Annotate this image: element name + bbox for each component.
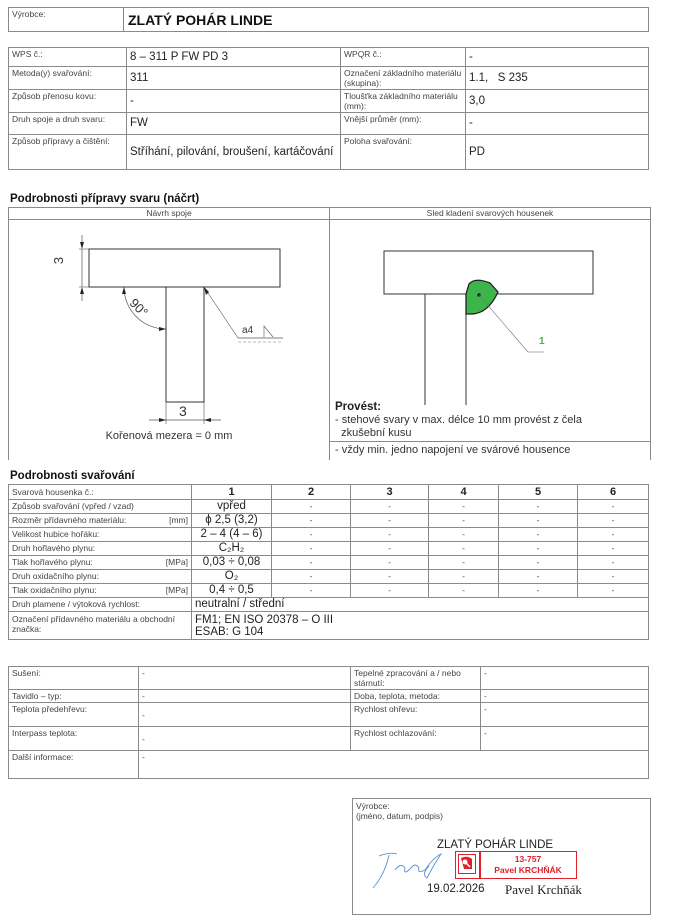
cell: - [429, 584, 499, 598]
row-label: Velikost hubice hořáku: [9, 528, 192, 542]
web-plate-seq [425, 294, 466, 405]
cell: - [499, 542, 578, 556]
cell: - [578, 556, 649, 570]
bead-header-4: 4 [429, 485, 499, 500]
flame-label: Druh plamene / výtoková rychlost: [9, 598, 192, 612]
cell: vpřed [192, 500, 272, 514]
cell: - [351, 556, 429, 570]
cell: - [351, 570, 429, 584]
row-label-text: Tlak oxidačního plynu: [12, 585, 97, 595]
table-row [9, 542, 649, 556]
bead-sequence-drawing [330, 220, 650, 405]
wps-number-label: WPS č.: [9, 48, 127, 67]
cell: - [272, 500, 351, 514]
cell: - [429, 542, 499, 556]
flux-value: - [139, 690, 351, 703]
cell: O₂ [192, 570, 272, 584]
cell: - [429, 528, 499, 542]
cell: - [351, 542, 429, 556]
cell: - [429, 570, 499, 584]
cell: - [499, 528, 578, 542]
instructions-title: Provést: [335, 401, 382, 413]
cell: - [578, 570, 649, 584]
thickness-label: Tloušťka základního materiálu (mm): [341, 90, 466, 113]
row-label [9, 514, 192, 528]
heating-rate-value: - [481, 703, 649, 727]
manufacturer-label: Výrobce: [9, 8, 124, 32]
row-label: Druh hořlavého plynu: [9, 542, 192, 556]
bead-leader-line [479, 295, 528, 352]
wps-table [8, 47, 649, 170]
weld-leader-line [204, 287, 238, 338]
cell: - [578, 584, 649, 598]
table-row [9, 556, 649, 570]
joint-type-label: Druh spoje a druh svaru: [9, 113, 127, 135]
time-temp-value: - [481, 690, 649, 703]
outer-diameter-label: Vnější průměr (mm): [341, 113, 466, 135]
heating-rate-label: Rychlost ohřevu: [351, 703, 481, 727]
instruction-line-2: zkušební kusu [335, 427, 412, 439]
flux-label: Tavidlo – typ: [9, 690, 139, 703]
cell: - [351, 514, 429, 528]
cell: C₂H₂ [192, 542, 272, 556]
joint-design-header: Návrh spoje [9, 208, 330, 220]
metal-transfer-value: - [127, 90, 341, 113]
drying-value: - [139, 667, 351, 690]
filler-value-line-1: FM1; EN ISO 20378 – O III [195, 613, 334, 626]
company-stamp [455, 851, 577, 879]
wps-number-value: 8 – 311 P FW PD 3 [127, 48, 341, 67]
cell: - [499, 570, 578, 584]
interpass-value: - [139, 727, 351, 751]
cell: - [578, 514, 649, 528]
table-row [9, 727, 649, 751]
cell: - [499, 514, 578, 528]
bead-header-5: 5 [499, 485, 578, 500]
cell: - [578, 528, 649, 542]
cell: - [351, 500, 429, 514]
row-label [9, 556, 192, 570]
cell: - [272, 584, 351, 598]
cell: - [272, 556, 351, 570]
web-dimension-label: 3 [179, 403, 187, 419]
signature-label-2: (jméno, datum, podpis) [356, 811, 443, 821]
outer-diameter-value: - [466, 113, 649, 135]
wpqr-value: - [466, 48, 649, 67]
row-label: Způsob svařování (vpřed / vzad) [9, 500, 192, 514]
cell: - [351, 528, 429, 542]
drying-label: Sušení: [9, 667, 139, 690]
cell: 2 – 4 (4 – 6) [192, 528, 272, 542]
signature-box [352, 798, 651, 915]
signature-date: 19.02.2026 [427, 883, 485, 895]
bead-sequence-header: Sled kladení svarových housenek [330, 208, 650, 220]
cell: 0,03 ÷ 0,08 [192, 556, 272, 570]
filler-value-line-2: ESAB: G 104 [195, 625, 264, 638]
table-row [9, 690, 649, 703]
stamp-divider [479, 852, 481, 878]
welding-method-value: 311 [127, 67, 341, 90]
row-unit: [MPa] [165, 557, 188, 567]
position-value: PD [466, 135, 649, 170]
fillet-weld-icon [264, 326, 273, 337]
bead-number-label: 1 [539, 336, 545, 347]
position-label: Poloha svařování: [341, 135, 466, 170]
cell: - [272, 570, 351, 584]
cell: - [272, 514, 351, 528]
preheat-value: - [139, 703, 351, 727]
flange-plate [89, 249, 280, 287]
cell: - [578, 542, 649, 556]
heat-treatment-label: Tepelné zpracování a / nebo stárnutí: [351, 667, 481, 690]
sketch-section-title: Podrobnosti přípravy svaru (náčrt) [10, 193, 200, 205]
manufacturer-value: ZLATÝ POHÁR LINDE [124, 8, 649, 32]
preparation-label: Způsob přípravy a čištění: [9, 135, 127, 170]
filler-value [192, 612, 649, 640]
cell: - [578, 500, 649, 514]
cell: - [429, 500, 499, 514]
instruction-line-3: - vždy min. jedno napojení ve svárové housence [335, 444, 571, 456]
bead-header-3: 3 [351, 485, 429, 500]
thickness-value: 3,0 [466, 90, 649, 113]
table-row [9, 570, 649, 584]
row-label-text: Rozměr přídavného materiálu: [12, 515, 127, 525]
bead-header-6: 6 [578, 485, 649, 500]
stamp-number: 13-757 [514, 854, 542, 864]
cell: - [351, 584, 429, 598]
sketch-box [8, 207, 651, 460]
other-params-table [8, 666, 649, 779]
cooling-rate-label: Rychlost ochlazování: [351, 727, 481, 751]
cell: 0,4 ÷ 0,5 [192, 584, 272, 598]
joint-type-value: FW [127, 113, 341, 135]
time-temp-label: Doba, teplota, metoda: [351, 690, 481, 703]
filler-label: Označení přídavného materiálu a obchodní značka: [9, 612, 192, 640]
table-row [9, 667, 649, 690]
bead-header-1: 1 [192, 485, 272, 500]
bead-header-2: 2 [272, 485, 351, 500]
root-gap-label: Kořenová mezera = 0 mm [105, 430, 233, 442]
signature-company: ZLATÝ POHÁR LINDE [437, 839, 554, 851]
table-row [9, 528, 649, 542]
wpqr-label: WPQR č.: [341, 48, 466, 67]
base-material-value: 1.1, S 235 [466, 67, 649, 90]
interpass-label: Interpass teplota: [9, 727, 139, 751]
cell: - [429, 556, 499, 570]
angle-dimension-label: 90° [126, 295, 152, 320]
cell: ϕ 2,5 (3,2) [192, 514, 272, 528]
welding-details-table [8, 484, 649, 640]
weld-symbol-label: a4 [242, 325, 254, 336]
row-unit: [mm] [169, 515, 188, 525]
cell: - [272, 542, 351, 556]
cell: - [429, 514, 499, 528]
signature-label-1: Výrobce: [356, 801, 390, 811]
preheat-label: Teplota předehřevu: [9, 703, 139, 727]
heat-treatment-value: - [481, 667, 649, 690]
table-row [9, 584, 649, 598]
stamp-name: Pavel KRCHŇÁK [494, 865, 562, 875]
instruction-divider [330, 441, 650, 442]
instruction-line-1: - stehové svary v max. délce 10 mm provést z čela [335, 414, 582, 426]
header-table [8, 7, 649, 32]
row-label-text: Tlak hořlavého plynu: [12, 557, 93, 567]
signature-name: Pavel Krchňák [505, 882, 582, 897]
weld-bead-1 [466, 280, 498, 314]
cell: - [499, 556, 578, 570]
row-unit: [MPa] [165, 585, 188, 595]
cell: - [499, 500, 578, 514]
row-label [9, 584, 192, 598]
additional-info-label: Další informace: [9, 751, 139, 779]
metal-transfer-label: Způsob přenosu kovu: [9, 90, 127, 113]
welding-method-label: Metoda(y) svařování: [9, 67, 127, 90]
cell: - [272, 528, 351, 542]
base-material-label: Označení základního materiálu (skupina): [341, 67, 466, 90]
table-row [9, 703, 649, 727]
welding-section-title: Podrobnosti svařování [10, 470, 135, 482]
row-label: Druh oxidačního plynu: [9, 570, 192, 584]
table-row [9, 500, 649, 514]
flame-value: neutralní / střední [192, 598, 649, 612]
additional-info-value: - [139, 751, 649, 779]
table-row [9, 514, 649, 528]
cell: - [499, 584, 578, 598]
preparation-value: Stříhání, pilování, broušení, kartáčování [127, 135, 341, 170]
cooling-rate-value: - [481, 727, 649, 751]
bead-header-label: Svarová housenka č.: [9, 485, 192, 500]
thickness-dimension-label: 3 [51, 256, 67, 265]
web-plate [166, 287, 204, 402]
